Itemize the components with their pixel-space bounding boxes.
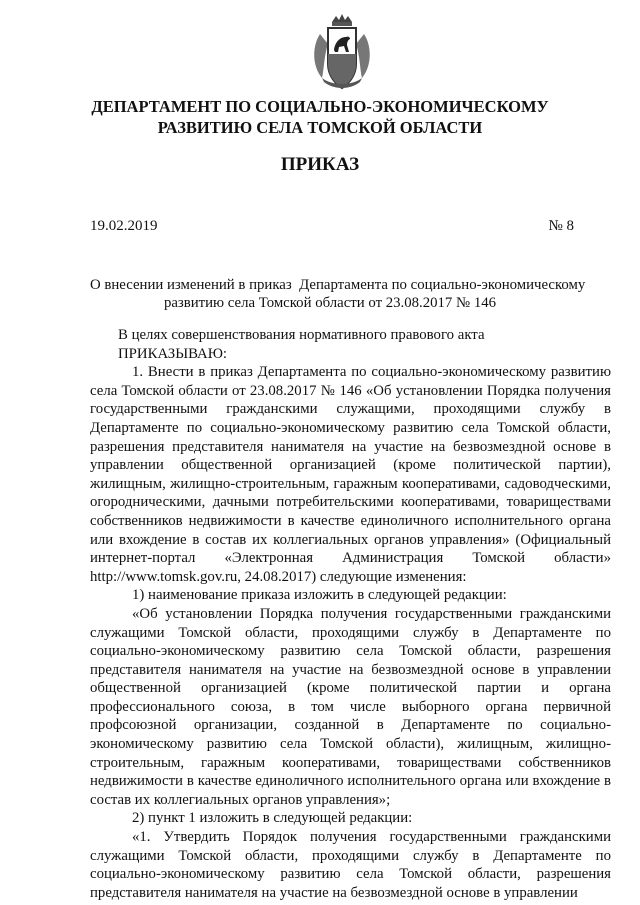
subject-line-1: О внесении изменений в приказ Департамента по социально-экономическому: [90, 277, 586, 293]
subclause-2-paragraph: 2) пункт 1 изложить в следующей редакции:: [132, 810, 413, 827]
document-type-title: ПРИКАЗ: [280, 154, 360, 175]
document-number: № 8: [548, 218, 574, 234]
subclause-1-paragraph: 1) наименование приказа изложить в следующей редакции:: [132, 587, 507, 604]
coat-of-arms-icon: [310, 12, 374, 92]
preamble-paragraph: В целях совершенствования нормативного правового акта: [118, 327, 485, 343]
department-name: [60, 96, 580, 138]
document-date: 19.02.2019: [90, 218, 158, 234]
new-title-quote-paragraph: «Об установлении Порядка получения государственными гражданскими служащими Томской области, проходящими службу в Департаменте по социально-экономическому развитию села Томской области, разрешения представителя нанимателя на участие на безвозмездной основе в управлении общественной организацией (кроме политической партии и органа профессионального союза, в том числе выборного органа первичной профсоюзной организации, созданной в Департаменте по социально-экономическому развитию села Томской области), жилищным, жилищно-строительным, гаражным кооперативами, товариществами собственников недвижимости в качестве единоличного исполнительного органа или вхождение в состав их коллегиальных органов управления»;: [90, 605, 611, 808]
document-body: [90, 326, 611, 902]
subject-line-2: развитию села Томской области от 23.08.2017 № 146: [163, 295, 497, 311]
clause-1-paragraph: 1. Внести в приказ Департамента по социально-экономическому развитию села Томской области от 23.08.2017 № 146 «Об установлении Порядка получения государственными гражданскими служащими, проходящими службу в Департаменте по социально-экономическому развитию села Томской области, разрешения представителя нанимателя на участие на безвозмездной основе в управлении общественной организацией (кроме политической партии), жилищным, жилищно-строительным, гаражным кооперативами, садоводческими, огородническими, дачными потребительскими кооперативами, товариществами собственников недвижимости в качестве единоличного исполнительного органа или вхождение в состав их коллегиальных органов управления» (Официальный интернет-портал «Электронная Администрация Томской области» http://www.tomsk.gov.ru, 24.08.2017) следующие изменения:: [90, 364, 611, 585]
department-line-2: РАЗВИТИЮ СЕЛА ТОМСКОЙ ОБЛАСТИ: [157, 118, 483, 137]
new-clause-1-quote-paragraph: «1. Утвердить Порядок получения государственными гражданскими служащими Томской области, проходящими службу в Департаменте по социально-экономическому развитию села Томской области, разрешения представителя нанимателя на участие на безвозмездной основе в управлении: [90, 829, 611, 901]
order-keyword: ПРИКАЗЫВАЮ:: [118, 345, 228, 362]
document-subject: [90, 276, 586, 312]
department-line-1: ДЕПАРТАМЕНТ ПО СОЦИАЛЬНО-ЭКОНОМИЧЕСКОМУ: [91, 97, 549, 116]
